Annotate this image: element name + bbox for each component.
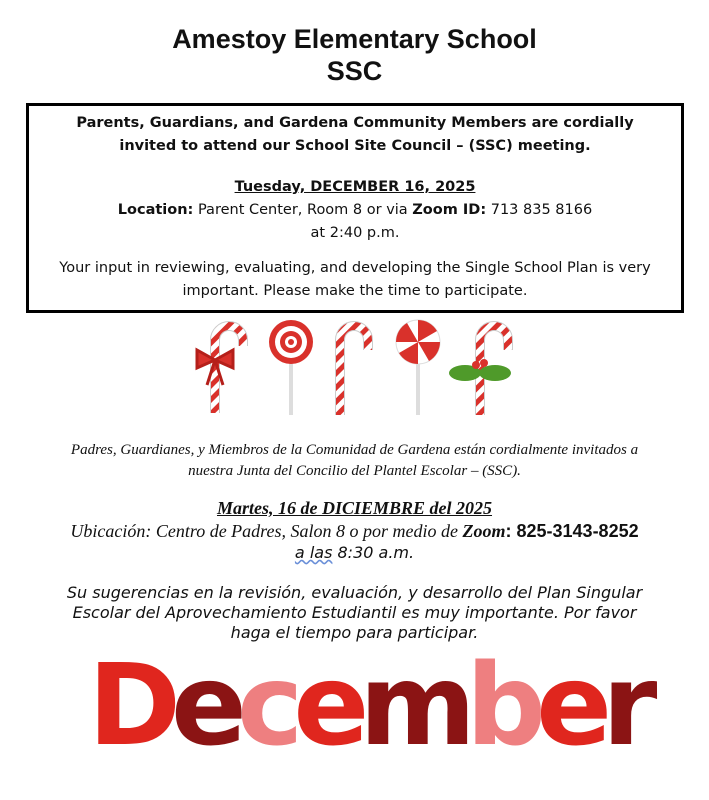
spanish-invite [0, 440, 709, 482]
spanish-location-text: Ubicación: Centro de Padres, Salon 8 o por medio de [70, 521, 463, 541]
december-letter: e [293, 641, 360, 771]
english-invite: Parents, Guardians, and Gardena Community Members are cordially invited to attend our School Site Council – (SSC) meeting. [76, 115, 634, 154]
december-letter: b [466, 641, 537, 771]
spanish-input [0, 583, 709, 643]
december-letter: r [602, 641, 648, 771]
spanish-input-line: Escolar del Aprovechamiento Estudiantil es muy importante. Por favor [72, 603, 637, 622]
spanish-time [0, 543, 709, 562]
english-date: Tuesday, DECEMBER 16, 2025 [234, 179, 476, 195]
spanish-invite-line: Padres, Guardianes, y Miembros de la Comunidad de Gardena están cordialmente invitados a [70, 442, 639, 458]
english-input: Your input in reviewing, evaluating, and developing the Single School Plan is very important. Please make the time to participate. [59, 260, 651, 299]
spanish-input-line: haga el tiempo para participar. [230, 623, 479, 642]
december-letter: e [170, 641, 237, 771]
location-label: Location: [117, 202, 194, 218]
december-letter: c [236, 641, 294, 771]
candy-cane-icon [340, 326, 368, 415]
december-letter: D [88, 641, 171, 771]
zoom-label: Zoom ID: [412, 202, 487, 218]
spanish-date: Martes, 16 de DICIEMBRE del 2025 [216, 498, 493, 518]
spanish-input-line: Su sugerencias en la revisión, evaluación, y desarrollo del Plan Singular [66, 583, 643, 602]
time-prefix: a las [294, 543, 333, 562]
spanish-zoom-id: : 825-3143-8252 [505, 521, 639, 541]
candy-cane-holly-icon [449, 326, 511, 415]
candy-cane-bow-icon [197, 326, 243, 413]
english-location [29, 199, 681, 222]
peppermint-lollipop-icon [396, 320, 440, 415]
spanish-location [0, 521, 709, 542]
school-title: Amestoy Elementary School [172, 24, 537, 54]
time-value: 8:30 a.m. [332, 543, 415, 562]
december-banner [88, 641, 648, 771]
ssc-title: SSC [326, 56, 383, 86]
english-invitation-box [26, 103, 684, 313]
spanish-zoom-label: Zoom [462, 521, 506, 541]
december-letter: e [536, 641, 603, 771]
december-letter: m [359, 641, 466, 771]
lollipop-swirl-icon [269, 320, 313, 415]
spanish-invite-line: nuestra Junta del Concilio del Plantel Escolar – (SSC). [188, 463, 521, 479]
english-time: at 2:40 p.m. [310, 225, 400, 241]
location-text: Parent Center, Room 8 or via [193, 202, 413, 218]
zoom-id: 713 835 8166 [486, 202, 593, 218]
candy-illustration [190, 318, 520, 418]
